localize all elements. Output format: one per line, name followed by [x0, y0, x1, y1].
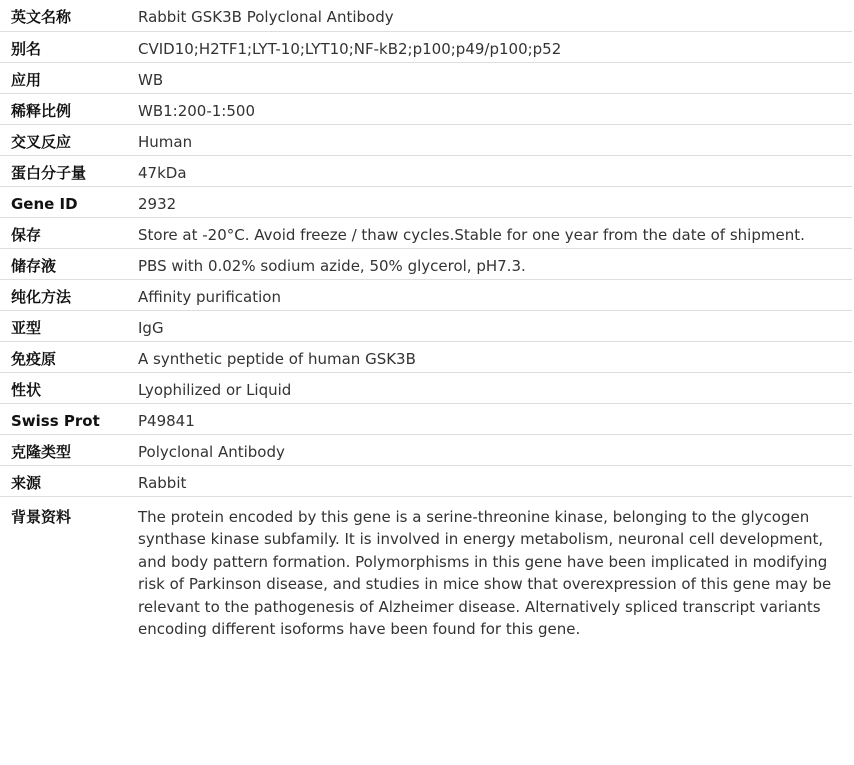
spec-row-purification [0, 279, 852, 310]
spec-value: Store at -20°C. Avoid freeze / thaw cycles.Stable for one year from the date of shipment. [138, 217, 852, 248]
spec-row-alias [0, 31, 852, 62]
spec-value: 2932 [138, 186, 852, 217]
spec-value: Affinity purification [138, 279, 852, 310]
spec-row-form [0, 372, 852, 403]
spec-label: 交叉反应 [0, 124, 138, 155]
spec-row-reactivity [0, 124, 852, 155]
spec-label: 稀释比例 [0, 93, 138, 124]
spec-value: Rabbit GSK3B Polyclonal Antibody [138, 0, 852, 31]
spec-row-dilution [0, 93, 852, 124]
spec-row-english-name [0, 0, 852, 31]
spec-row-storage [0, 217, 852, 248]
spec-row-isotype [0, 310, 852, 341]
spec-value: The protein encoded by this gene is a serine-threonine kinase, belonging to the glycogen synthase kinase subfamily. It is involved in energy metabolism, neuronal cell development, and body pattern formation. Polymorphisms in this gene have been implicated in modifying risk of Parkinson disease, and studies in mice show that overexpression of this gene may be relevant to the pathogenesis of Alzheimer disease. Alternatively spliced transcript variants encoding different isoforms have been found for this gene. [138, 507, 832, 638]
spec-value: 47kDa [138, 155, 852, 186]
spec-label: 免疫原 [0, 341, 138, 372]
spec-value: PBS with 0.02% sodium azide, 50% glycerol, pH7.3. [138, 248, 852, 279]
spec-row-host [0, 465, 852, 496]
spec-value: WB [138, 62, 852, 93]
spec-label: Swiss Prot [0, 403, 138, 434]
spec-label: Gene ID [0, 186, 138, 217]
spec-row-molecular-weight [0, 155, 852, 186]
spec-value: Rabbit [138, 465, 852, 496]
spec-row-gene-id [0, 186, 852, 217]
spec-label: 背景资料 [11, 507, 72, 526]
spec-value: A synthetic peptide of human GSK3B [138, 341, 852, 372]
spec-value: Polyclonal Antibody [138, 434, 852, 465]
spec-label: 性状 [0, 372, 138, 403]
spec-label: 克隆类型 [0, 434, 138, 465]
spec-value: IgG [138, 310, 852, 341]
spec-label: 别名 [0, 31, 138, 62]
spec-row-background [0, 496, 852, 641]
spec-label: 纯化方法 [0, 279, 138, 310]
spec-value: CVID10;H2TF1;LYT-10;LYT10;NF-kB2;p100;p49/p100;p52 [138, 31, 852, 62]
spec-row-clonality [0, 434, 852, 465]
spec-row-swiss-prot [0, 403, 852, 434]
spec-label: 蛋白分子量 [0, 155, 138, 186]
spec-label: 保存 [0, 217, 138, 248]
spec-label: 应用 [0, 62, 138, 93]
spec-label: 英文名称 [0, 0, 138, 31]
spec-value: Human [138, 124, 852, 155]
spec-row-buffer [0, 248, 852, 279]
spec-row-immunogen [0, 341, 852, 372]
spec-label: 亚型 [0, 310, 138, 341]
spec-value: Lyophilized or Liquid [138, 372, 852, 403]
spec-value: WB1:200-1:500 [138, 93, 852, 124]
spec-value: P49841 [138, 403, 852, 434]
spec-row-application [0, 62, 852, 93]
spec-label: 来源 [0, 465, 138, 496]
spec-label: 储存液 [0, 248, 138, 279]
